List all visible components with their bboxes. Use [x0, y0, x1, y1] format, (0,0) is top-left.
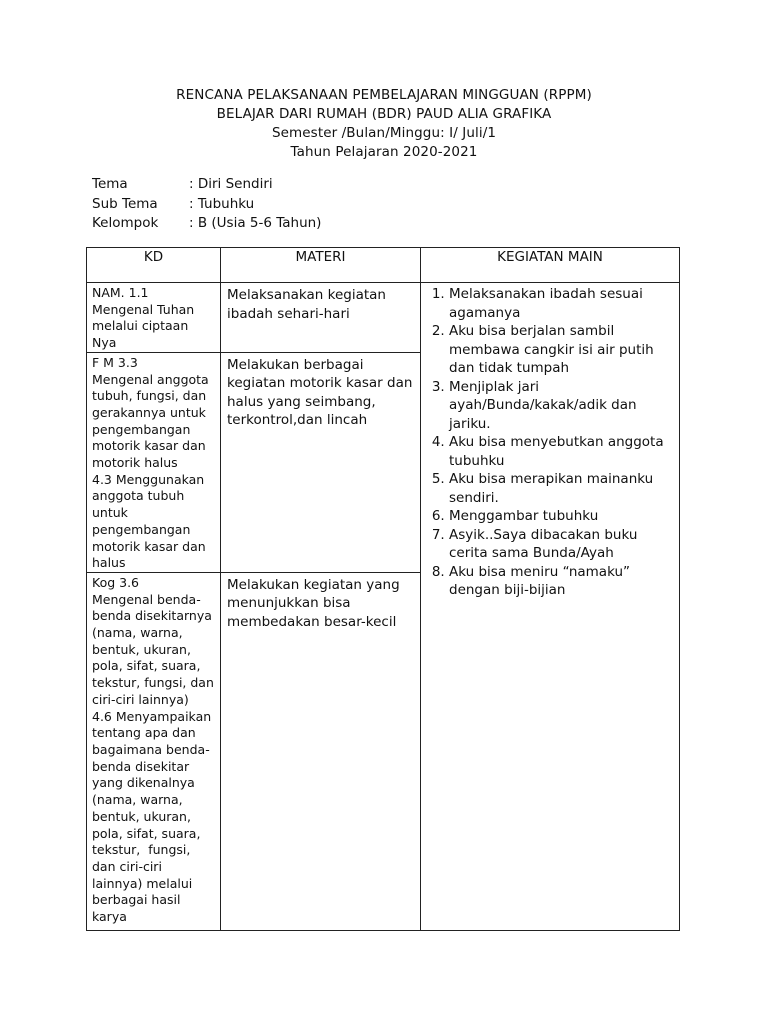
kd-cell: F M 3.3 Mengenal anggota tubuh, fungsi, dan gerakannya untuk pengembangan motorik kasar dan motorik halus 4.3 Menggunakan anggota tubuh untuk pengembangan motorik kasar dan halus — [87, 352, 221, 572]
table-header-row — [87, 248, 680, 283]
semester-line: Semester /Bulan/Minggu: I/ Juli/1 — [271, 125, 497, 141]
kegiatan-list — [427, 285, 673, 600]
meta-label: Sub Tema — [92, 195, 158, 212]
document-subtitle: BELAJAR DARI RUMAH (BDR) PAUD ALIA GRAFIKA — [216, 106, 552, 122]
materi-cell: Melakukan kegiatan yang menunjukkan bisa membedakan besar-kecil — [221, 572, 421, 930]
meta-label: Kelompok — [92, 215, 159, 231]
kegiatan-item: 2. Aku bisa berjalan sambil membawa cangkir isi air putih dan tidak tumpah — [449, 322, 673, 378]
meta-value: : B (Usia 5-6 Tahun) — [189, 215, 322, 231]
kegiatan-item: 8. Aku bisa meniru “namaku” dengan biji-bijian — [449, 563, 673, 600]
header-kd: KD — [87, 248, 221, 283]
meta-label: Tema — [92, 176, 128, 192]
document-title: RENCANA PELAKSANAAN PEMBELAJARAN MINGGUAN (RPPM) — [176, 87, 592, 103]
kegiatan-item: 5. Aku bisa merapikan mainanku sendiri. — [449, 470, 673, 507]
kegiatan-item: 3. Menjiplak jari ayah/Bunda/kakak/adik dan jariku. — [449, 378, 673, 434]
kd-cell: Kog 3.6 Mengenal benda-benda disekitarnya (nama, warna, bentuk, ukuran, pola, sifat, suara, tekstur, fungsi, dan ciri-ciri lainnya) 4.6 Menyampaikan tentang apa dan bagaimana benda-benda disekitar yang dikenalnya (nama, warna, bentuk, ukuran, pola, sifat, suara, tekstur, fungsi, dan ciri-ciri lainnya) melalui berbagai hasil karya — [87, 572, 221, 930]
rppm-table — [86, 247, 680, 931]
kegiatan-item: 1. Melaksanakan ibadah sesuai agamanya — [449, 285, 673, 322]
meta-value: : Diri Sendiri — [189, 176, 273, 192]
kegiatan-cell — [421, 283, 680, 931]
materi-cell: Melakukan berbagai kegiatan motorik kasar dan halus yang seimbang, terkontrol,dan lincah — [221, 352, 421, 572]
kegiatan-item: 6. Menggambar tubuhku — [449, 507, 673, 526]
header-materi: MATERI — [221, 248, 421, 283]
kegiatan-item: 7. Asyik..Saya dibacakan buku cerita sama Bunda/Ayah — [449, 526, 673, 563]
meta-row-subtema — [92, 195, 321, 215]
materi-cell: Melaksanakan kegiatan ibadah sehari-hari — [221, 283, 421, 353]
kegiatan-item: 4. Aku bisa menyebutkan anggota tubuhku — [449, 433, 673, 470]
document-header — [0, 86, 768, 162]
academic-year: Tahun Pelajaran 2020-2021 — [290, 144, 478, 160]
meta-row-tema — [92, 175, 321, 195]
kd-cell: NAM. 1.1 Mengenal Tuhan melalui ciptaan Nya — [87, 283, 221, 353]
meta-row-kelompok — [92, 214, 321, 234]
meta-info — [92, 175, 321, 234]
header-kegiatan: KEGIATAN MAIN — [421, 248, 680, 283]
meta-value: : Tubuhku — [189, 195, 255, 212]
table-row — [87, 283, 680, 353]
